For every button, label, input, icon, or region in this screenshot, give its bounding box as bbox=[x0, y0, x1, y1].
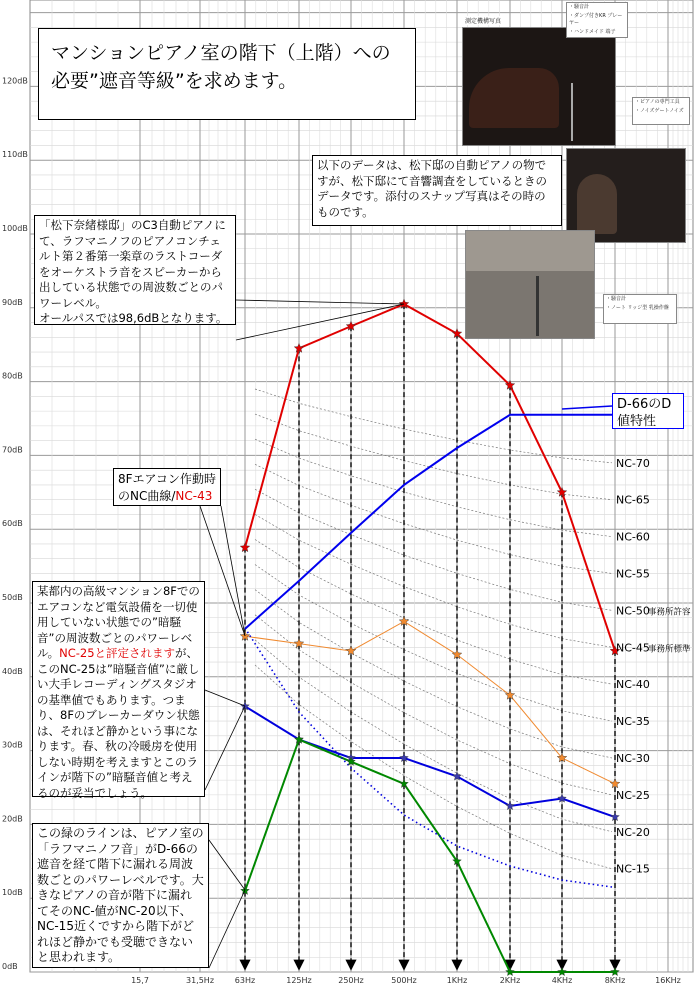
x-tick-label: 15,7 bbox=[131, 976, 149, 985]
nc-curve bbox=[255, 464, 612, 573]
photo-outdoor bbox=[465, 230, 595, 339]
data-source-note: 以下のデータは、松下邸の自動ピアノの物ですが、松下邸にて音響調査をしているときのデータです。添付のスナップ写真はその時のものです。 bbox=[312, 155, 562, 226]
y-tick-label: 0dB bbox=[2, 962, 18, 971]
leak-note: この緑のラインは、ピアノ室の「ラフマニノフ音」がD-66の遮音を経て階下に漏れる周波数ごとのパワーレベルです。大きなピアノの音が階下に漏れてそのNC-値がNC-20以下、NC-15近くですから階下がどれほど静かでも受聴できないと思われます。 bbox=[32, 823, 209, 968]
tripod-shape bbox=[571, 83, 573, 141]
photo-label: ・ノイズゲートノイズ bbox=[633, 107, 689, 116]
nc-curve bbox=[255, 514, 612, 647]
x-tick-label: 2KHz bbox=[499, 976, 521, 985]
nc-label: NC-15 bbox=[616, 862, 650, 876]
aircon-note-text: 8Fエアコン作動時のNC曲線/ bbox=[118, 472, 216, 503]
nc-label: NC-50 bbox=[616, 604, 650, 618]
photo-labels-2 bbox=[632, 97, 690, 125]
nc-curve bbox=[255, 665, 612, 869]
nc-label: NC-70 bbox=[616, 456, 650, 470]
leak-marker bbox=[611, 968, 620, 976]
x-tick-label: 63Hz bbox=[234, 976, 256, 985]
page-title: マンションピアノ室の階下（上階）への必要”遮音等級”を求めます。 bbox=[38, 28, 416, 120]
photo-technician bbox=[566, 148, 686, 243]
photo-label: ・ピアノの専門工具 bbox=[633, 98, 689, 107]
nc-label: NC-40 bbox=[616, 678, 650, 692]
photo-label: ・ノート リッジ型 乳操作盤 bbox=[604, 304, 676, 313]
x-tick-label: 16KHz bbox=[655, 976, 681, 985]
y-tick-label: 70dB bbox=[2, 445, 23, 455]
series-line-piano bbox=[245, 304, 615, 651]
quiet-note-text: 某都内の高級マンション8Fでのエアコンなど電気設備を一切使用していない状態での”暗騒音”の周波数ごとのパワーレベル。 bbox=[37, 584, 200, 660]
nc-annotation: 事務所許容 bbox=[648, 607, 691, 618]
photo-label: ・ハンドメイド 端子 bbox=[567, 28, 627, 37]
tripod-shape bbox=[536, 276, 539, 336]
person-shape bbox=[577, 174, 617, 234]
leak-marker bbox=[558, 968, 567, 976]
pointer-line bbox=[205, 690, 245, 706]
y-tick-label: 100dB bbox=[2, 224, 28, 233]
nc-annotation: 事務所標準 bbox=[648, 644, 691, 655]
y-tick-label: 80dB bbox=[2, 371, 23, 381]
x-tick-label: 8KHz bbox=[604, 976, 626, 985]
nc-curve bbox=[255, 489, 612, 610]
photo-caption: 測定機構写真 bbox=[465, 18, 502, 25]
x-tick-label: 1KHz bbox=[446, 976, 468, 985]
x-tick-label: 500Hz bbox=[391, 976, 417, 985]
nc-curve bbox=[255, 439, 612, 536]
y-tick-label: 10dB bbox=[2, 888, 23, 898]
nc-label: NC-35 bbox=[616, 715, 650, 729]
pointer-lines bbox=[200, 300, 612, 968]
y-tick-label: 110dB bbox=[2, 150, 28, 160]
x-tick-label: 125Hz bbox=[286, 976, 312, 985]
photo-label: ・騒音計 bbox=[604, 295, 676, 304]
aircon-nc-value: NC-43 bbox=[175, 489, 213, 503]
y-tick-label: 40dB bbox=[2, 666, 23, 676]
dotted-blue-line bbox=[245, 628, 612, 887]
x-tick-label: 4KHz bbox=[551, 976, 573, 985]
wall-shape bbox=[466, 231, 594, 271]
nc-labels bbox=[616, 457, 691, 876]
aircon-note bbox=[113, 468, 221, 506]
nc-label: NC-55 bbox=[616, 567, 650, 581]
nc-label: NC-60 bbox=[616, 530, 650, 544]
nc-label: NC-65 bbox=[616, 493, 650, 507]
pointer-line bbox=[221, 506, 245, 636]
piano-shape bbox=[469, 68, 559, 128]
pointer-line bbox=[205, 706, 245, 790]
quiet-note bbox=[32, 581, 205, 800]
nc-label: NC-20 bbox=[616, 825, 650, 839]
y-tick-label: 20dB bbox=[2, 814, 23, 824]
quiet-note-text-2: が、このNC-25は”暗騒音値”に厳しい大手レコーディングスタジオの基準値でもあります。つまり、8Fのブレーカーダウン状態は、それほど静かという事になります。春、秋の冷暖房を使用しない時期を考えますとこのラインが階下の”暗騒音値と考えるのが妥当でしょう。 bbox=[37, 646, 200, 800]
y-tick-label: 120dB bbox=[2, 76, 28, 86]
nc-curves bbox=[255, 389, 612, 869]
quiet-note-rating: NC-25と評定されます bbox=[59, 646, 176, 660]
photo-label: ・騒音計 bbox=[567, 3, 627, 12]
photo-label: ・ダンプ付きKR プレーヤー bbox=[567, 12, 627, 28]
y-tick-label: 30dB bbox=[2, 740, 23, 750]
y-tick-label: 50dB bbox=[2, 593, 23, 602]
x-tick-label: 31,5Hz bbox=[185, 976, 215, 985]
leak-marker bbox=[506, 968, 515, 976]
pointer-line bbox=[200, 506, 245, 636]
photo-labels-1 bbox=[566, 2, 628, 38]
d66-label: D-66のD値特性 bbox=[612, 393, 684, 429]
nc-label: NC-45 bbox=[616, 641, 650, 655]
y-tick-label: 90dB bbox=[2, 297, 23, 307]
x-tick-label: 250Hz bbox=[338, 976, 364, 985]
photo-labels-3 bbox=[603, 294, 677, 324]
series-line-leak bbox=[245, 740, 615, 972]
piano-note: 「松下奈緒様邸」のC3自動ピアノにて、ラフマニノフのピアノコンチェルト第２番第一楽章のラストコーダをオーケストラ音をスピーカーから出している状態での周波数ごとのパワーレベル。 オールパスでは98,6dBとなります。 bbox=[34, 215, 236, 325]
y-tick-label: 60dB bbox=[2, 519, 23, 529]
nc-label: NC-30 bbox=[616, 751, 650, 765]
nc-label: NC-25 bbox=[616, 788, 650, 802]
